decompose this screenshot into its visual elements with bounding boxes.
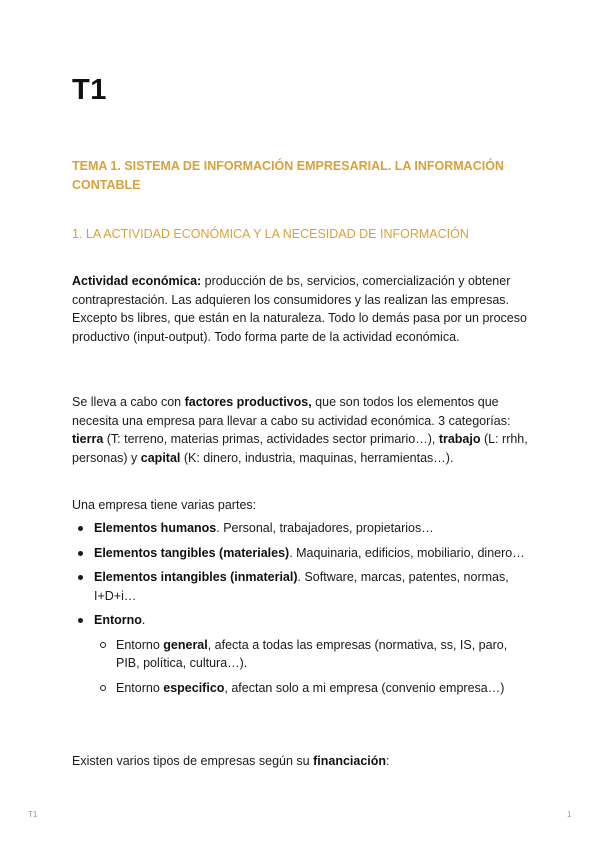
list-item-term: Elementos intangibles (inmaterial) — [94, 570, 298, 584]
sublist-item — [94, 679, 532, 698]
page-number: 1 — [567, 810, 572, 819]
term-capital: capital — [140, 450, 181, 465]
entorno-sublist — [94, 636, 532, 698]
text-segment: (T: terreno, materias primas, actividades sector primario…), — [103, 432, 439, 446]
list-item — [72, 611, 532, 697]
list-item — [72, 519, 532, 538]
list-item-text: . Maquinaria, edificios, mobiliario, dinero… — [289, 545, 525, 560]
paragraph-tipos — [72, 752, 532, 771]
sublist-item-prefix: Entorno — [116, 637, 164, 652]
list-item — [72, 568, 532, 605]
text-segment: (L: rrhh, personas) y — [72, 432, 528, 465]
list-item — [72, 544, 532, 563]
page-title: T1 — [72, 74, 107, 106]
list-item-text: . Personal, trabajadores, propietarios… — [216, 521, 434, 535]
paragraph-end: : — [386, 754, 390, 768]
text-segment: (K: dinero, industria, maquinas, herramientas…). — [180, 450, 454, 465]
list-item-term: Elementos tangibles (materiales) — [94, 545, 290, 560]
sublist-item-term: especifico — [163, 680, 225, 695]
footer-title: T1 — [28, 810, 38, 819]
text-segment: Se lleva a cabo con — [72, 395, 185, 409]
list-item-term: Entorno — [94, 613, 142, 627]
sublist-item — [94, 636, 532, 673]
term-trabajo: trabajo — [438, 432, 481, 446]
paragraph-actividad — [72, 272, 532, 346]
term-factores: factores productivos, — [184, 395, 312, 409]
sublist-item-term: general — [163, 637, 208, 652]
tema-heading: TEMA 1. SISTEMA DE INFORMACIÓN EMPRESARIAL. LA INFORMACIÓN CONTABLE — [72, 159, 504, 192]
partes-list — [72, 519, 532, 703]
list-item-text: . — [141, 613, 146, 627]
paragraph-partes: Una empresa tiene varias partes: — [72, 498, 257, 512]
sublist-item-text: , afectan solo a mi empresa (convenio empresa…) — [224, 680, 505, 695]
sublist-item-text: , afecta a todas las empresas (normativa, ss, IS, paro, PIB, política, cultura…). — [116, 637, 508, 670]
term-tierra: tierra — [72, 432, 104, 446]
sublist-item-prefix: Entorno — [116, 680, 164, 695]
paragraph-factores — [72, 393, 532, 467]
section-heading: 1. LA ACTIVIDAD ECONÓMICA Y LA NECESIDAD DE INFORMACIÓN — [72, 227, 469, 241]
text-segment: que son todos los elementos que necesita una empresa para llevar a cabo su actividad económica. 3 categorías: — [72, 395, 511, 428]
list-item-term: Elementos humanos — [94, 521, 217, 535]
term-financiacion: financiación — [313, 754, 387, 768]
list-item-text: . Software, marcas, patentes, normas, I+D+i… — [94, 570, 509, 603]
term-actividad: Actividad económica: — [72, 274, 202, 288]
paragraph-text: producción de bs, servicios, comercialización y obtener contraprestación. Las adquieren los consumidores y las realizan las empresas. Excepto bs libres, que están en la naturaleza. Todo lo demás pasa por un proceso productivo (input-output). Todo forma parte de la actividad económica. — [72, 274, 527, 344]
paragraph-text: Existen varios tipos de empresas según su — [72, 754, 314, 768]
